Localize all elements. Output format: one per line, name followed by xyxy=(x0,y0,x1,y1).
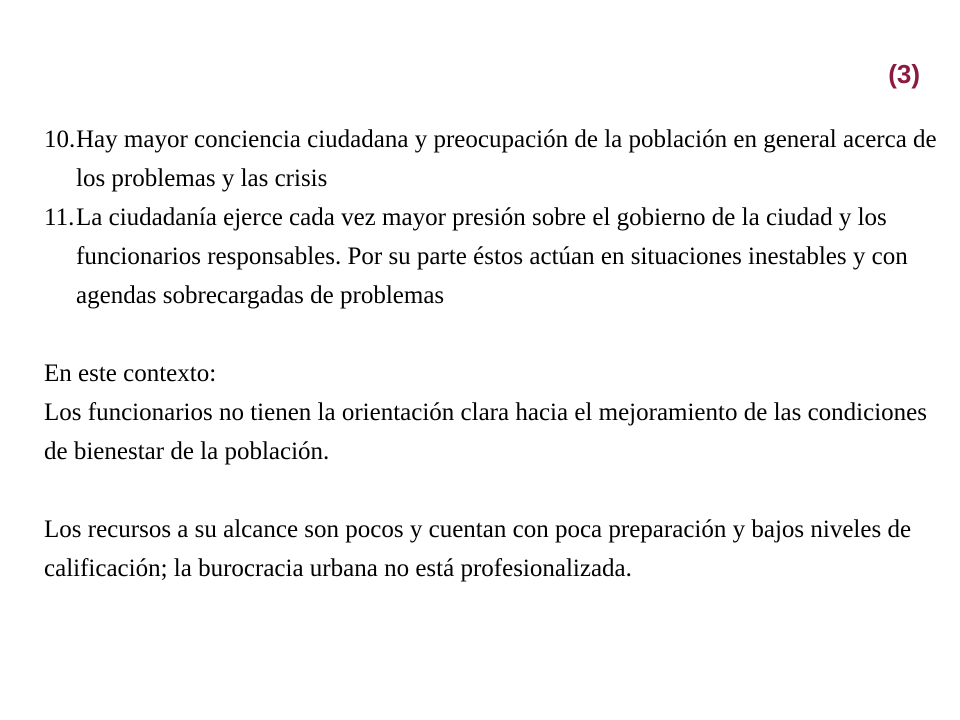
paragraph-resources: Los recursos a su alcance son pocos y cuentan con poca preparación y bajos niveles de calificación; la burocracia urbana no está profesionalizada. xyxy=(44,516,912,582)
context-heading: En este contexto: xyxy=(44,360,217,387)
list-item-number: 11. xyxy=(44,204,75,231)
list-item-text: La ciudadanía ejerce cada vez mayor presión sobre el gobierno de la ciudad y los funcionarios responsables. Por su parte éstos actúan en situaciones inestables y con agendas sobrecargadas de problemas xyxy=(76,204,908,309)
slide-number: (3) xyxy=(888,59,920,89)
list-item-10 xyxy=(44,120,944,198)
slide-content xyxy=(44,120,944,588)
spacer xyxy=(44,471,944,510)
list-item-text: Hay mayor conciencia ciudadana y preocupación de la población en general acerca de los problemas y las crisis xyxy=(76,126,937,192)
spacer xyxy=(44,315,944,354)
list-item-number: 10. xyxy=(44,126,76,153)
paragraph-officials: Los funcionarios no tienen la orientación clara hacia el mejoramiento de las condiciones de bienestar de la población. xyxy=(44,399,927,465)
list-item-11 xyxy=(44,198,944,315)
